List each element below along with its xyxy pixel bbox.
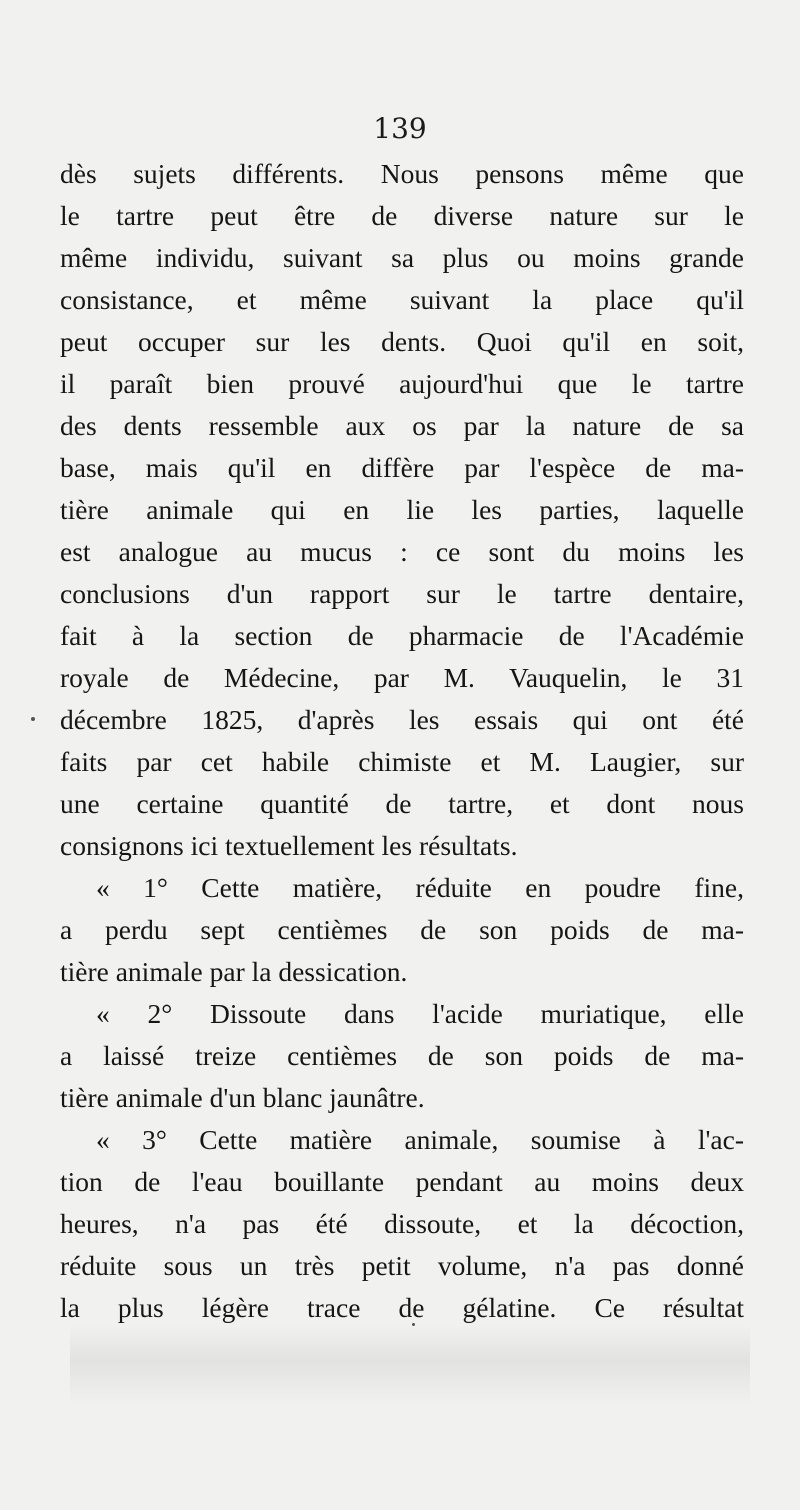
print-speck xyxy=(412,1323,415,1326)
text-line: « 3° Cette matière animale, soumise à l'ac- xyxy=(96,1124,744,1155)
text-line: il paraît bien prouvé aujourd'hui que le tartre xyxy=(60,368,744,399)
text-line: le tartre peut être de diverse nature sur le xyxy=(60,200,744,231)
text-line: la plus légère trace de gélatine. Ce résultat xyxy=(60,1292,744,1323)
text-line: consignons ici textuellement les résultats. xyxy=(60,830,518,861)
text-line: tion de l'eau bouillante pendant au moins deux xyxy=(60,1166,744,1197)
text-line: tière animale d'un blanc jaunâtre. xyxy=(60,1082,425,1113)
text-line: peut occuper sur les dents. Quoi qu'il en soit, xyxy=(60,326,744,357)
text-line: a perdu sept centièmes de son poids de ma- xyxy=(60,914,744,945)
text-line: réduite sous un très petit volume, n'a pas donné xyxy=(60,1250,744,1281)
text-line: une certaine quantité de tartre, et dont nous xyxy=(60,788,744,819)
text-line: faits par cet habile chimiste et M. Laugier, sur xyxy=(60,746,744,777)
text-line: fait à la section de pharmacie de l'Académie xyxy=(60,620,744,651)
text-line: « 2° Dissoute dans l'acide muriatique, elle xyxy=(96,998,744,1029)
text-line: royale de Médecine, par M. Vauquelin, le 31 xyxy=(60,662,744,693)
text-line: tière animale qui en lie les parties, laquelle xyxy=(60,494,744,525)
text-line: des dents ressemble aux os par la nature de sa xyxy=(60,410,744,441)
text-line: a laissé treize centièmes de son poids de ma- xyxy=(60,1040,744,1071)
show-through-shadow xyxy=(70,1325,750,1405)
text-line: conclusions d'un rapport sur le tartre dentaire, xyxy=(60,578,744,609)
text-line: tière animale par la dessication. xyxy=(60,956,408,987)
text-line: consistance, et même suivant la place qu'il xyxy=(60,284,744,315)
text-line: même individu, suivant sa plus ou moins grande xyxy=(60,242,744,273)
text-line: dès sujets différents. Nous pensons même que xyxy=(60,158,744,189)
text-line: « 1° Cette matière, réduite en poudre fine, xyxy=(96,872,744,903)
text-line: base, mais qu'il en diffère par l'espèce de ma- xyxy=(60,452,744,483)
print-speck xyxy=(31,717,35,721)
body-text xyxy=(60,153,744,1329)
text-line: heures, n'a pas été dissoute, et la décoction, xyxy=(60,1208,744,1239)
text-line: est analogue au mucus : ce sont du moins les xyxy=(60,536,744,567)
text-line: décembre 1825, d'après les essais qui ont été xyxy=(60,704,744,735)
page-number: 139 xyxy=(373,112,427,145)
